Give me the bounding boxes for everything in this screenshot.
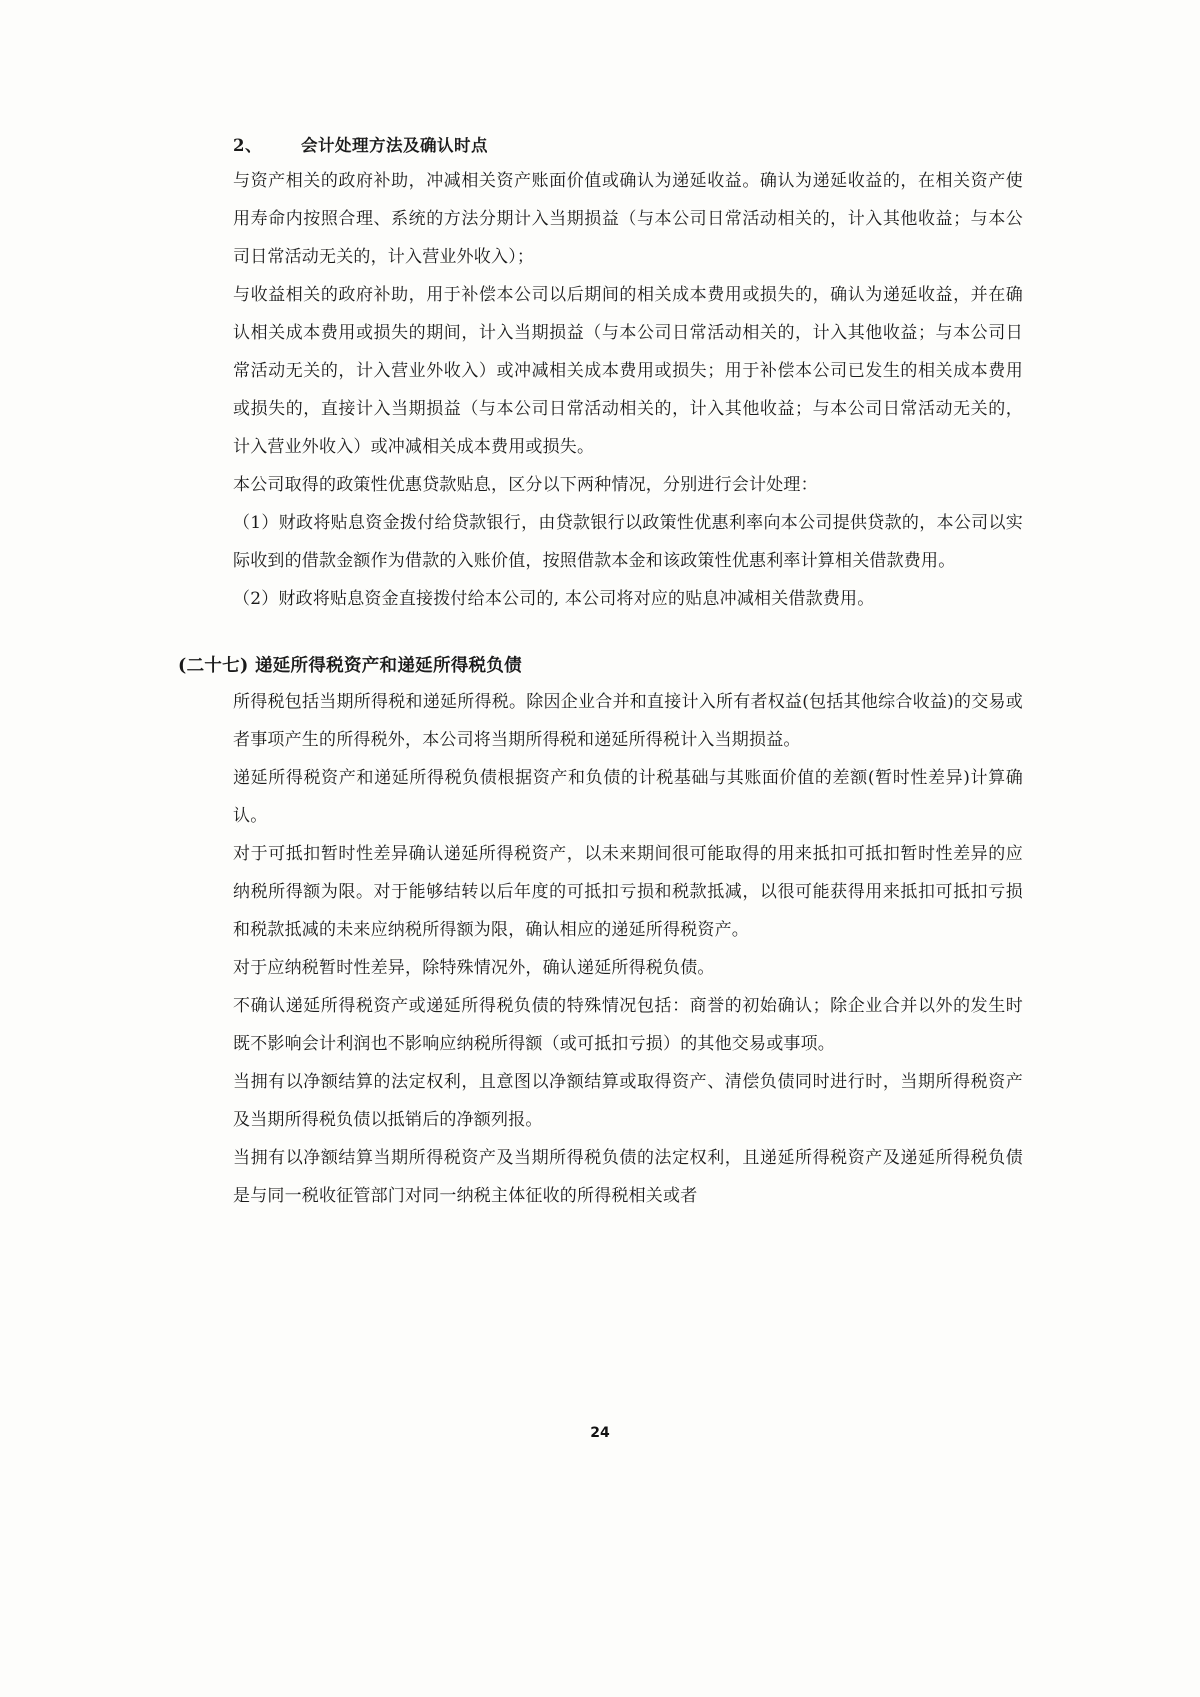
section-body (233, 162, 1023, 618)
paragraph: 当拥有以净额结算当期所得税资产及当期所得税负债的法定权利，且递延所得税资产及递延所得税负债是与同一税收征管部门对同一纳税主体征收的所得税相关或者 (233, 1148, 1023, 1206)
section-number: 2、 (233, 136, 262, 155)
paragraph: 与收益相关的政府补助，用于补偿本公司以后期间的相关成本费用或损失的，确认为递延收益，并在确认相关成本费用或损失的期间，计入当期损益（与本公司日常活动相关的，计入其他收益；与本公司日常活动无关的，计入营业外收入）或冲减相关成本费用或损失；用于补偿本公司已发生的相关成本费用或损失的，直接计入当期损益（与本公司日常活动相关的，计入其他收益；与本公司日常活动无关的，计入营业外收入）或冲减相关成本费用或损失。 (233, 285, 1023, 457)
paragraph: 不确认递延所得税资产或递延所得税负债的特殊情况包括：商誉的初始确认；除企业合并以外的发生时既不影响会计利润也不影响应纳税所得额（或可抵扣亏损）的其他交易或事项。 (233, 996, 1023, 1054)
subsection-heading: (二十七) 递延所得税资产和递延所得税负债 (178, 656, 522, 676)
paragraph: （1）财政将贴息资金拨付给贷款银行，由贷款银行以政策性优惠利率向本公司提供贷款的，本公司以实际收到的借款金额作为借款的入账价值，按照借款本金和该政策性优惠利率计算相关借款费用。 (233, 513, 1023, 571)
paragraph: 当拥有以净额结算的法定权利，且意图以净额结算或取得资产、清偿负债同时进行时，当期所得税资产及当期所得税负债以抵销后的净额列报。 (233, 1072, 1023, 1130)
paragraph: 递延所得税资产和递延所得税负债根据资产和负债的计税基础与其账面价值的差额(暂时性差异)计算确认。 (233, 768, 1023, 826)
paragraph: 所得税包括当期所得税和递延所得税。除因企业合并和直接计入所有者权益(包括其他综合收益)的交易或者事项产生的所得税外，本公司将当期所得税和递延所得税计入当期损益。 (233, 692, 1023, 750)
section-title: 会计处理方法及确认时点 (301, 136, 488, 155)
paragraph: （2）财政将贴息资金直接拨付给本公司的, 本公司将对应的贴息冲减相关借款费用。 (233, 589, 875, 609)
paragraph: 本公司取得的政策性优惠贷款贴息，区分以下两种情况，分别进行会计处理： (233, 475, 818, 495)
subsection-body (233, 683, 1023, 1215)
section-heading (233, 132, 1023, 156)
paragraph: 对于应纳税暂时性差异，除特殊情况外，确认递延所得税负债。 (233, 958, 715, 978)
page-content (178, 132, 1023, 1215)
page-number: 24 (590, 1425, 610, 1441)
paragraph: 与资产相关的政府补助，冲减相关资产账面价值或确认为递延收益。确认为递延收益的，在相关资产使用寿命内按照合理、系统的方法分期计入当期损益（与本公司日常活动相关的，计入其他收益；与本公司日常活动无关的，计入营业外收入）； (233, 171, 1023, 267)
paragraph: 对于可抵扣暂时性差异确认递延所得税资产，以未来期间很可能取得的用来抵扣可抵扣暂时性差异的应纳税所得额为限。对于能够结转以后年度的可抵扣亏损和税款抵减，以很可能获得用来抵扣可抵扣亏损和税款抵减的未来应纳税所得额为限，确认相应的递延所得税资产。 (233, 844, 1023, 940)
